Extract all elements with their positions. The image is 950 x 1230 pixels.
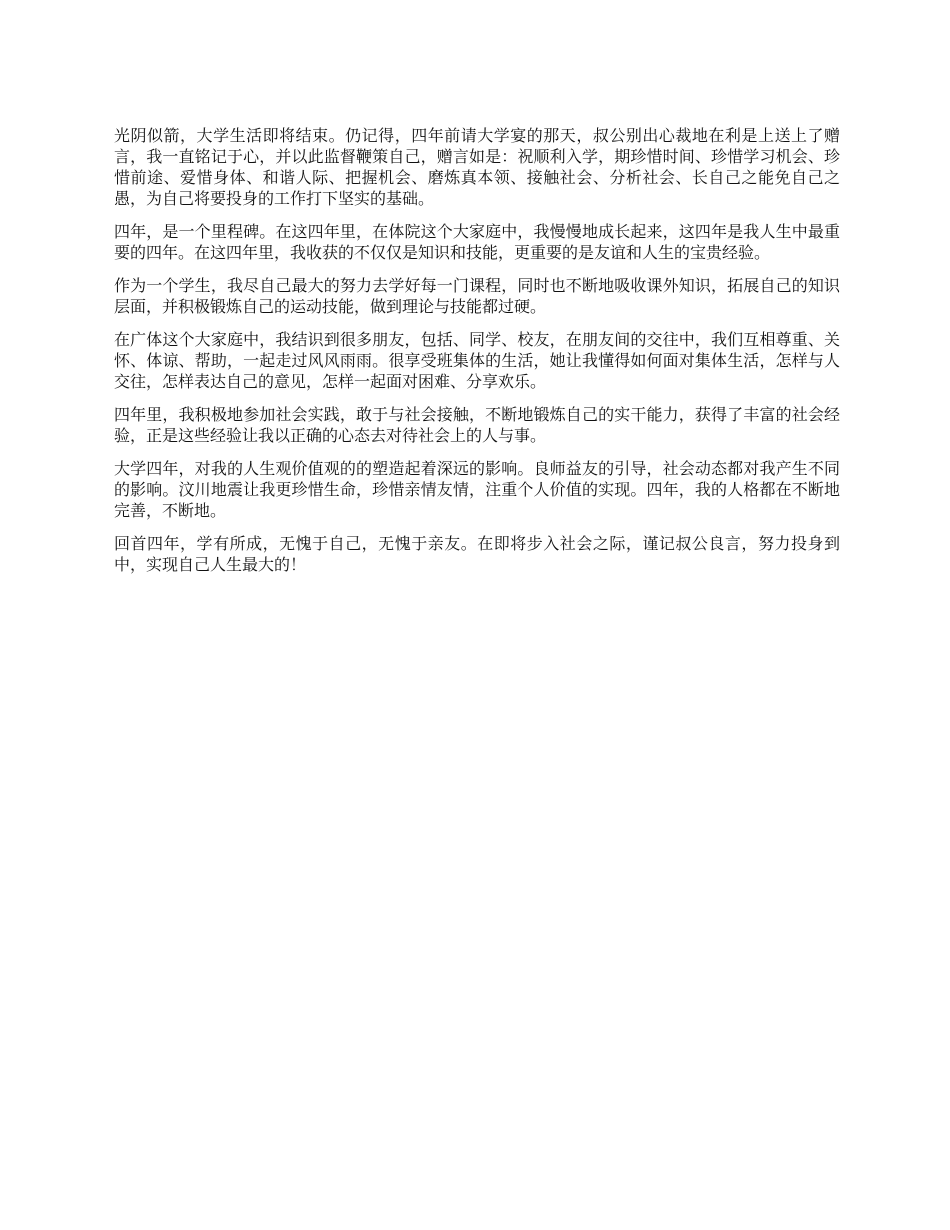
document-body	[114, 125, 840, 587]
paragraph-2: 四年，是一个里程碑。在这四年里，在体院这个大家庭中，我慢慢地成长起来，这四年是我人生中最重要的四年。在这四年里，我收获的不仅仅是知识和技能，更重要的是友谊和人生的宝贵经验。	[114, 222, 840, 262]
paragraph-4: 在广体这个大家庭中，我结识到很多朋友，包括、同学、校友，在朋友间的交往中，我们互相尊重、关怀、体谅、帮助，一起走过风风雨雨。很享受班集体的生活，她让我懂得如何面对集体生活，怎样与人交往，怎样表达自己的意见，怎样一起面对困难、分享欢乐。	[114, 330, 840, 391]
paragraph-1: 光阴似箭，大学生活即将结束。仍记得，四年前请大学宴的那天，叔公别出心裁地在利是上送上了赠言，我一直铭记于心，并以此监督鞭策自己，赠言如是：祝顺利入学，期珍惜时间、珍惜学习机会、珍惜前途、爱惜身体、和谐人际、把握机会、磨炼真本领、接触社会、分析社会、长自己之能免自己之愚，为自己将要投身的工作打下坚实的基础。	[114, 126, 840, 208]
paragraph-7: 回首四年，学有所成，无愧于自己，无愧于亲友。在即将步入社会之际，谨记叔公良言，努力投身到中，实现自己人生最大的！	[114, 534, 840, 574]
paragraph-5: 四年里，我积极地参加社会实践，敢于与社会接触，不断地锻炼自己的实干能力，获得了丰富的社会经验，正是这些经验让我以正确的心态去对待社会上的人与事。	[114, 405, 840, 445]
paragraph-3: 作为一个学生，我尽自己最大的努力去学好每一门课程，同时也不断地吸收课外知识，拓展自己的知识层面，并积极锻炼自己的运动技能，做到理论与技能都过硬。	[114, 276, 840, 316]
paragraph-6: 大学四年，对我的人生观价值观的的塑造起着深远的影响。良师益友的引导，社会动态都对我产生不同的影响。汶川地震让我更珍惜生命，珍惜亲情友情，注重个人价值的实现。四年，我的人格都在不断地完善，不断地。	[114, 459, 840, 520]
